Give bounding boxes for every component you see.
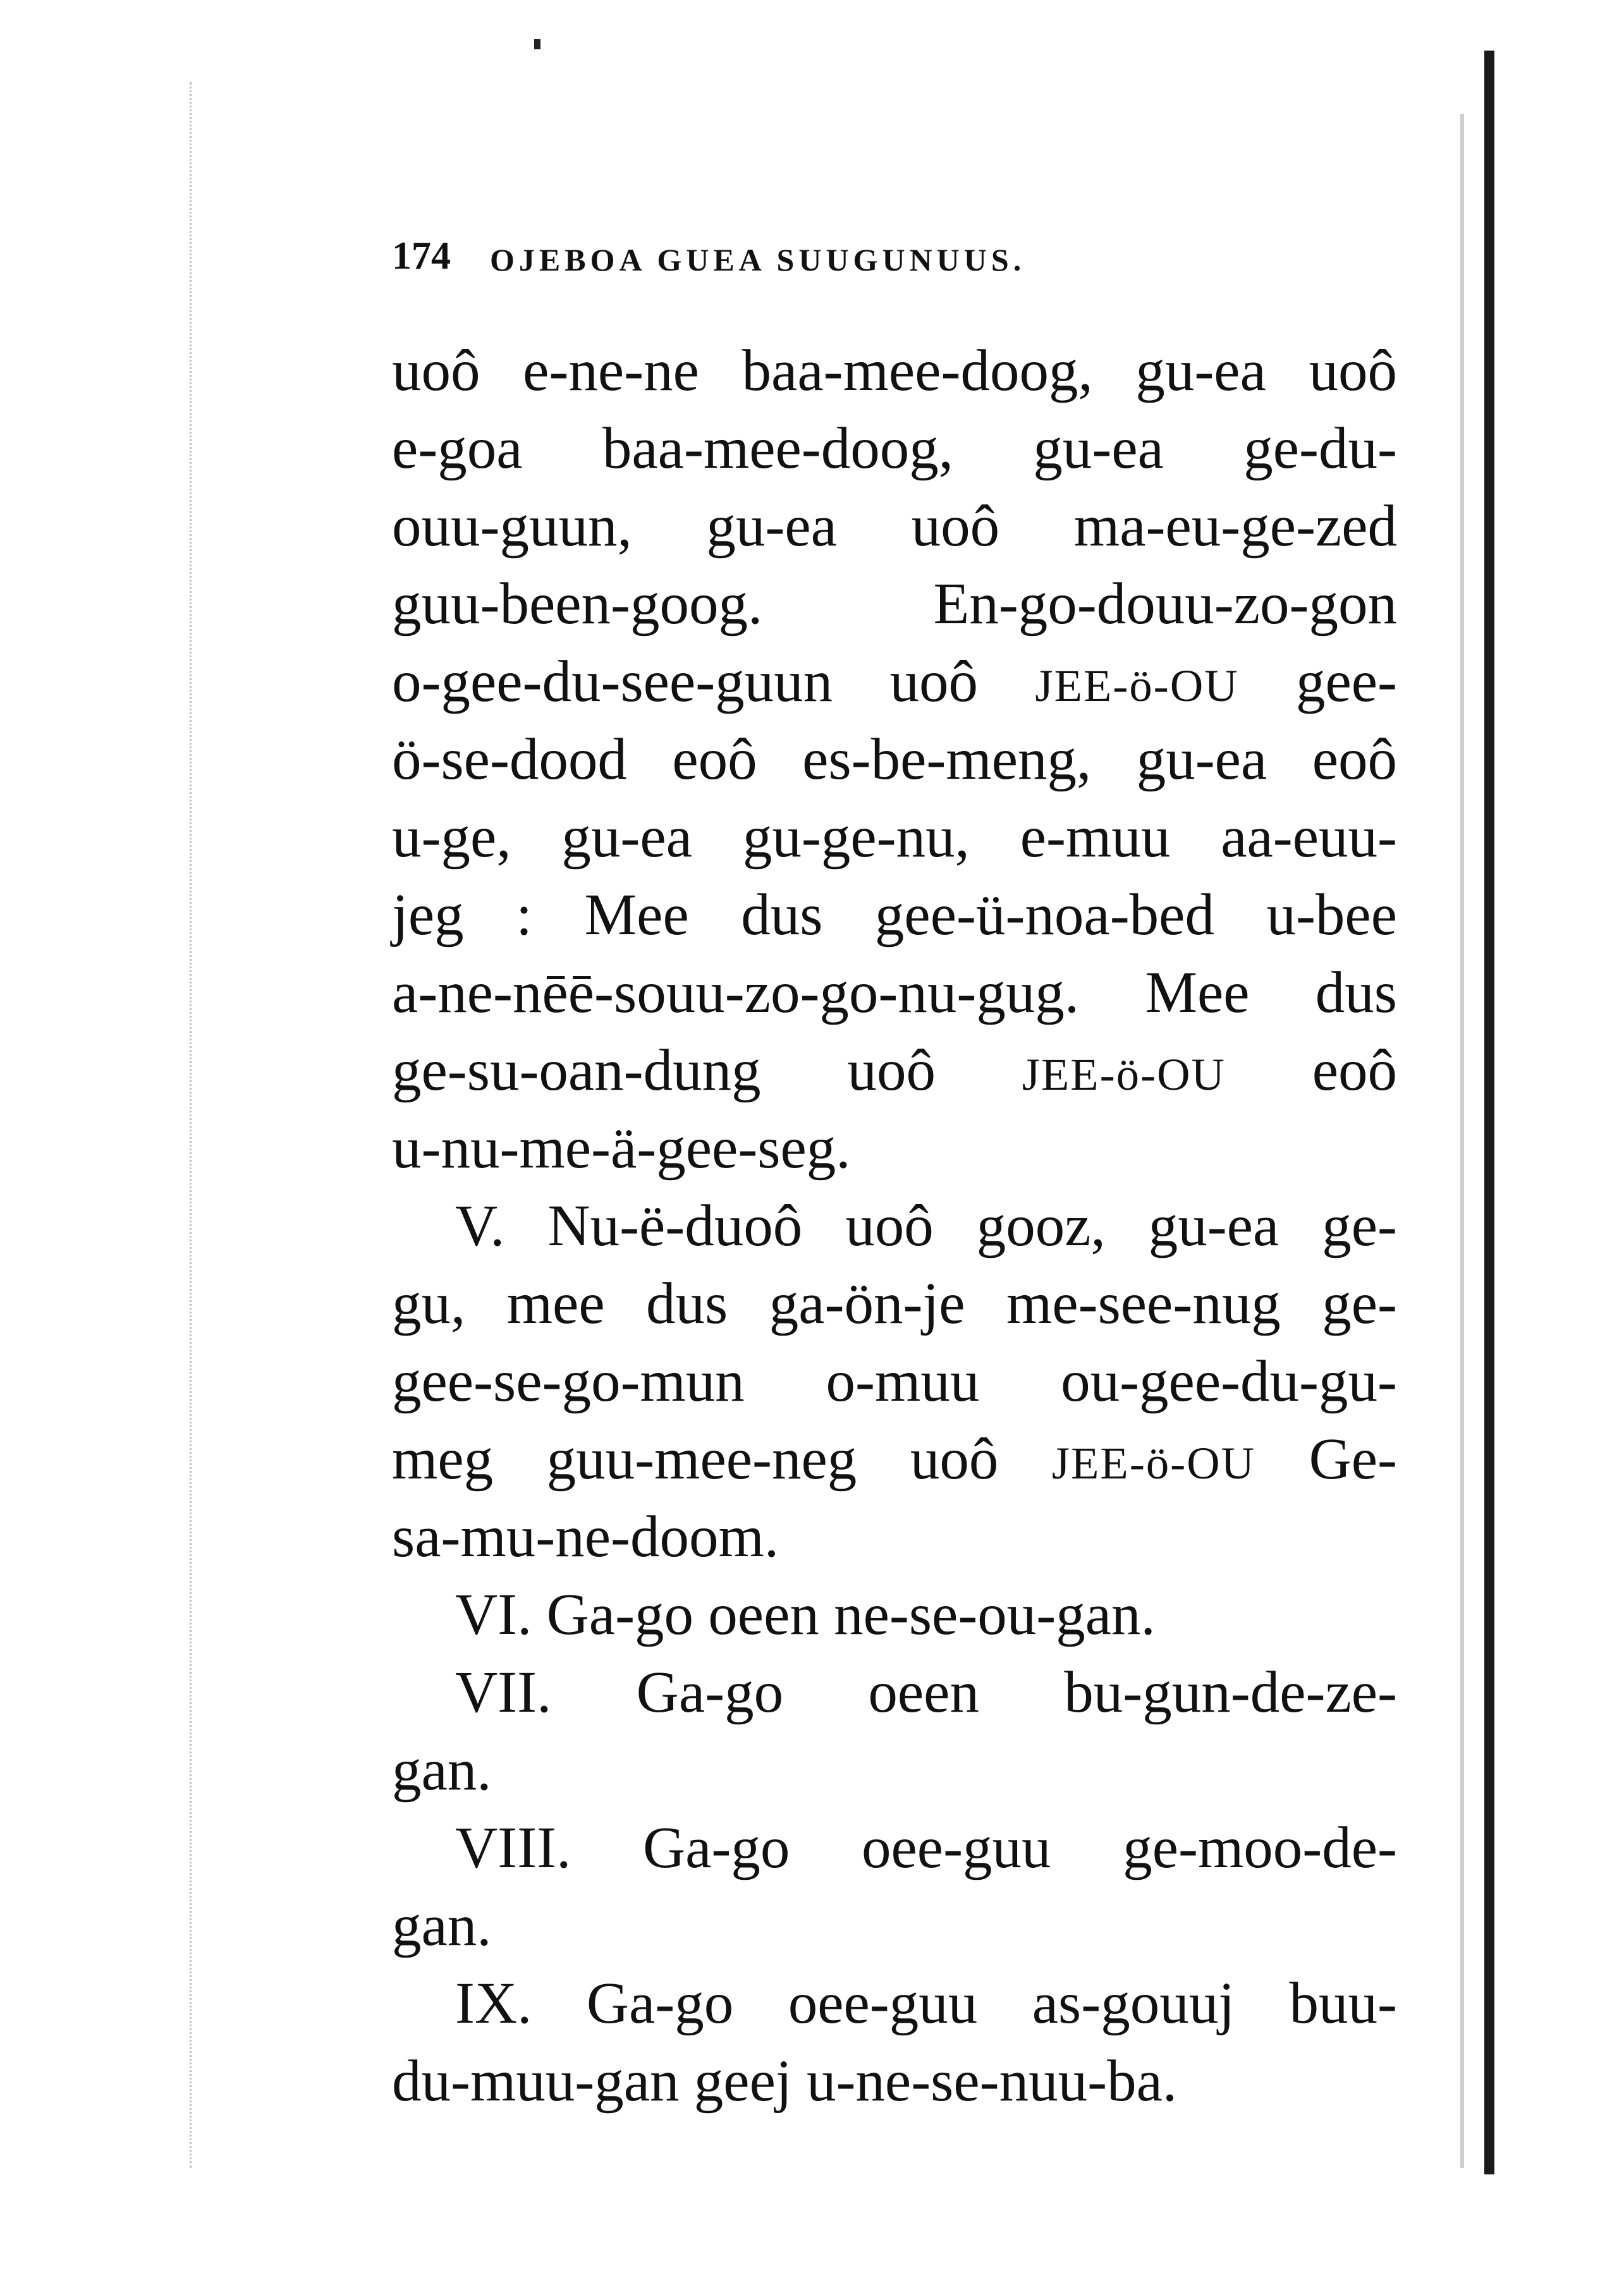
text-line: gee-se-go-mun o-muu ou-gee-du-gu- — [392, 1349, 1397, 1414]
text-line: gan. — [392, 1893, 492, 1958]
running-title: OJEBOA GUEA SUUGUNUUS. — [490, 242, 1026, 277]
scan-binding-shadow — [1484, 51, 1494, 2174]
scan-margin-specks — [190, 82, 198, 2168]
page-number: 174 — [392, 235, 451, 277]
text-line: du-muu-gan geej u-ne-se-nuu-ba. — [392, 2049, 1178, 2114]
page-body — [392, 332, 1397, 2120]
scan-page-edge — [1460, 114, 1464, 2168]
text-line: gu, mee dus ga-ön-je me-see-nug ge- — [392, 1271, 1397, 1336]
text-line: guu-been-goog. En-go-douu-zo-gon — [392, 571, 1397, 637]
text-line: uoô e-ne-ne baa-mee-doog, gu-ea uoô — [392, 338, 1397, 403]
text-line: ge-su-oan-dung uoô JEE-ö-OU eoô — [392, 1038, 1397, 1103]
text-line: ouu-guun, gu-ea uoô ma-eu-ge-zed — [392, 494, 1397, 559]
text-line: o-gee-du-see-guun uoô JEE-ö-OU gee- — [392, 649, 1397, 714]
text-line: ö-se-dood eoô es-be-meng, gu-ea eoô — [392, 727, 1397, 792]
text-line: e-goa baa-mee-doog, gu-ea ge-du- — [392, 416, 1397, 481]
small-caps-name: JEE-ö-OU — [1022, 1049, 1226, 1100]
text-line: meg guu-mee-neg uoô JEE-ö-OU Ge- — [392, 1427, 1397, 1492]
text-line: u-nu-me-ä-gee-seg. — [392, 1116, 851, 1181]
text-line: VI. Ga-go oeen ne-se-ou-gan. — [455, 1582, 1156, 1647]
text-line: gan. — [392, 1738, 492, 1803]
text-line: a-ne-nēē-souu-zo-go-nu-gug. Mee dus — [392, 960, 1397, 1025]
text-line: VIII. Ga-go oee-guu ge-moo-de- — [455, 1815, 1397, 1880]
ink-speck — [534, 39, 540, 49]
page-header — [392, 228, 1353, 284]
text-line: VII. Ga-go oeen bu-gun-de-ze- — [455, 1660, 1397, 1725]
text-line: V. Nu-ë-duoô uoô gooz, gu-ea ge- — [455, 1193, 1397, 1258]
text-line: u-ge, gu-ea gu-ge-nu, e-muu aa-euu- — [392, 805, 1397, 870]
text-line: jeg : Mee dus gee-ü-noa-bed u-bee — [392, 882, 1397, 948]
text-line: sa-mu-ne-doom. — [392, 1504, 779, 1569]
small-caps-name: JEE-ö-OU — [1051, 1437, 1256, 1489]
small-caps-name: JEE-ö-OU — [1035, 660, 1239, 711]
text-line: IX. Ga-go oee-guu as-gouuj buu- — [455, 1971, 1397, 2036]
